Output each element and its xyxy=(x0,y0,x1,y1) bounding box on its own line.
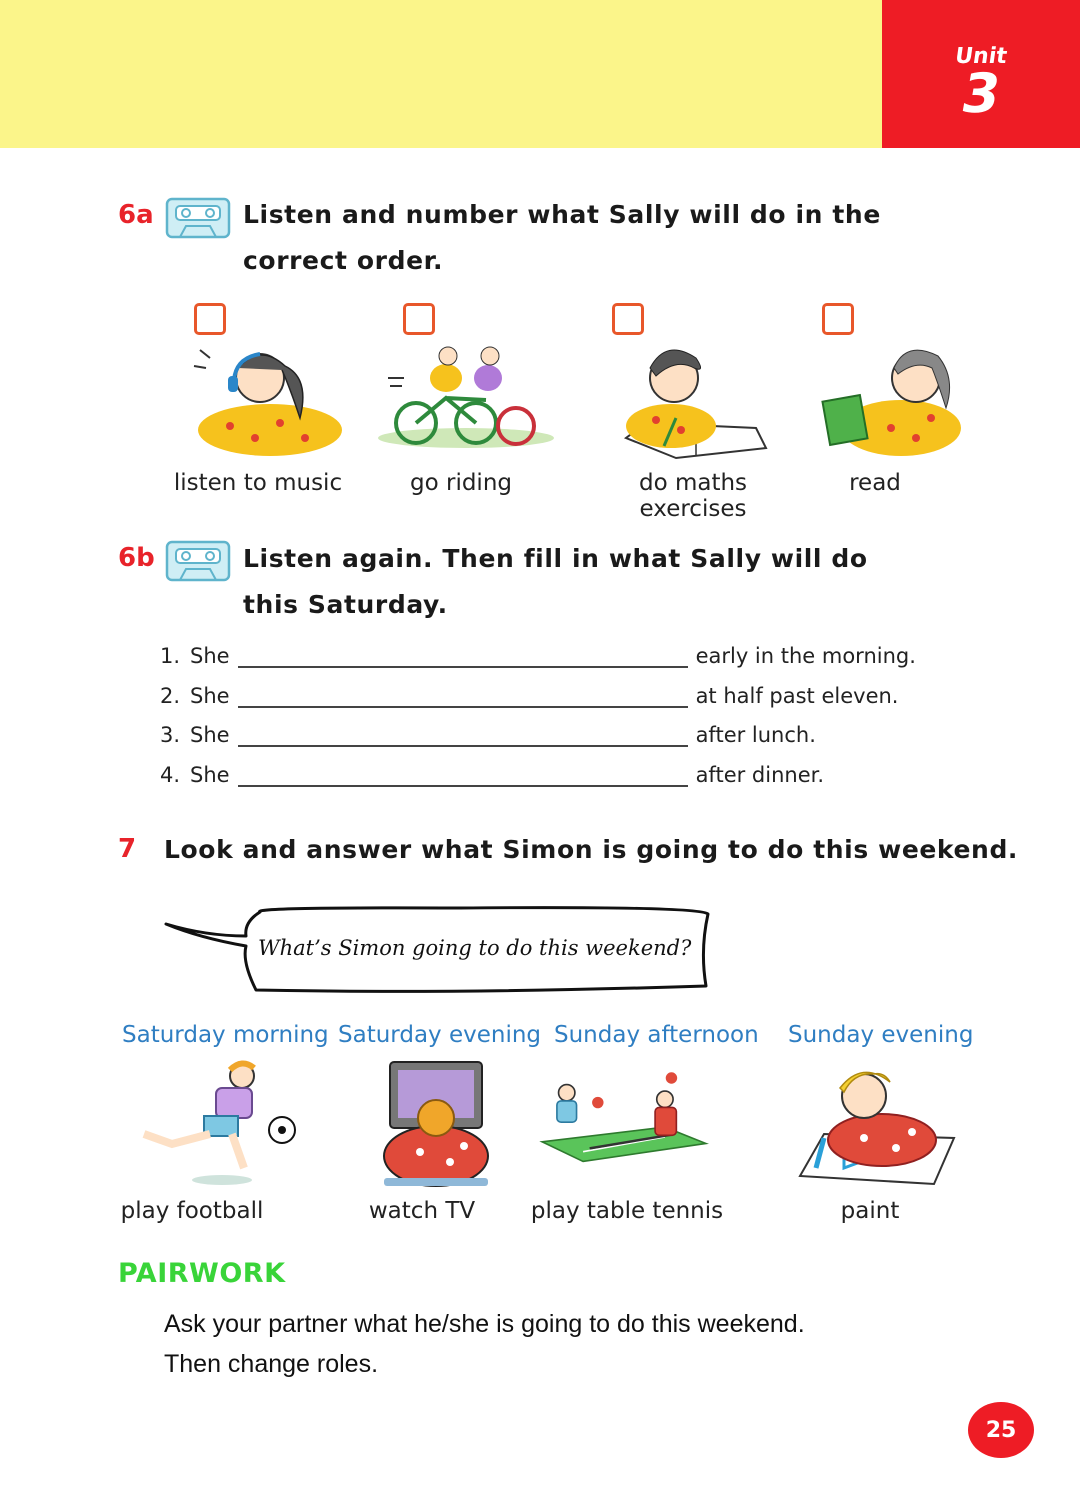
exercise-6a-title-line2: correct order. xyxy=(243,246,444,275)
pairwork-instruction-line1: Ask your partner what he/she is going to do this weekend. xyxy=(164,1310,805,1338)
row-ending: at half past eleven. xyxy=(695,684,899,708)
order-checkbox-2[interactable] xyxy=(403,303,435,335)
row-subject: She xyxy=(190,684,230,708)
go-riding-illustration xyxy=(376,338,556,468)
caption-play-table-tennis: play table tennis xyxy=(530,1198,724,1224)
row-number: 4. xyxy=(160,763,181,787)
caption-listen-to-music: listen to music xyxy=(173,470,343,496)
time-label-saturday-evening: Saturday evening xyxy=(338,1022,542,1048)
speech-bubble-text: What’s Simon going to do this weekend? xyxy=(258,936,692,960)
exercise-6b-number: 6b xyxy=(118,543,155,573)
caption-read: read xyxy=(849,470,901,496)
row-number: 3. xyxy=(160,723,181,747)
caption-watch-tv: watch TV xyxy=(368,1198,476,1224)
caption-play-football: play football xyxy=(120,1198,264,1224)
time-label-sunday-afternoon: Sunday afternoon xyxy=(554,1022,759,1048)
exercise-6b-title-line2: this Saturday. xyxy=(243,590,448,619)
exercise-6b-title-line1: Listen again. Then fill in what Sally will do xyxy=(243,544,868,573)
pairwork-instruction-line2: Then change roles. xyxy=(164,1350,379,1378)
answer-blank-4[interactable] xyxy=(238,765,688,787)
exercise-6a-title-line1: Listen and number what Sally will do in the xyxy=(243,200,881,229)
answer-blank-3[interactable] xyxy=(238,725,688,747)
unit-number: 3 xyxy=(956,62,1006,125)
pairwork-heading: PAIRWORK xyxy=(118,1258,286,1289)
cassette-icon xyxy=(164,194,232,240)
row-ending: after dinner. xyxy=(695,763,825,787)
row-ending: early in the morning. xyxy=(695,644,916,668)
read-illustration xyxy=(806,338,986,468)
time-label-saturday-morning: Saturday morning xyxy=(122,1022,329,1048)
page-number-badge: 25 xyxy=(968,1402,1034,1458)
play-table-tennis-illustration xyxy=(534,1058,714,1188)
header-band xyxy=(0,0,882,148)
cassette-icon xyxy=(164,537,232,583)
fill-row xyxy=(160,628,916,668)
listen-to-music-illustration xyxy=(170,338,350,468)
row-number: 2. xyxy=(160,684,181,708)
row-subject: She xyxy=(190,644,230,668)
unit-tab xyxy=(882,0,1080,148)
watch-tv-illustration xyxy=(346,1058,526,1188)
row-number: 1. xyxy=(160,644,181,668)
row-subject: She xyxy=(190,723,230,747)
exercise-6a-number: 6a xyxy=(118,200,154,230)
paint-illustration xyxy=(784,1058,964,1188)
row-subject: She xyxy=(190,763,230,787)
fill-row xyxy=(160,747,824,787)
exercise-7-number: 7 xyxy=(118,834,137,864)
unit-label: Unit xyxy=(953,44,1009,69)
caption-do-maths-exercises: do maths exercises xyxy=(638,470,748,522)
fill-row xyxy=(160,668,898,708)
order-checkbox-3[interactable] xyxy=(612,303,644,335)
caption-go-riding: go riding xyxy=(410,470,512,496)
order-checkbox-4[interactable] xyxy=(822,303,854,335)
time-label-sunday-evening: Sunday evening xyxy=(788,1022,974,1048)
answer-blank-1[interactable] xyxy=(238,646,688,668)
answer-blank-2[interactable] xyxy=(238,686,688,708)
caption-paint: paint xyxy=(840,1198,900,1224)
play-football-illustration xyxy=(132,1058,312,1188)
fill-row xyxy=(160,707,816,747)
order-checkbox-1[interactable] xyxy=(194,303,226,335)
row-ending: after lunch. xyxy=(695,723,816,747)
do-maths-exercises-illustration xyxy=(606,338,786,468)
exercise-7-title: Look and answer what Simon is going to do this weekend. xyxy=(164,835,1019,864)
